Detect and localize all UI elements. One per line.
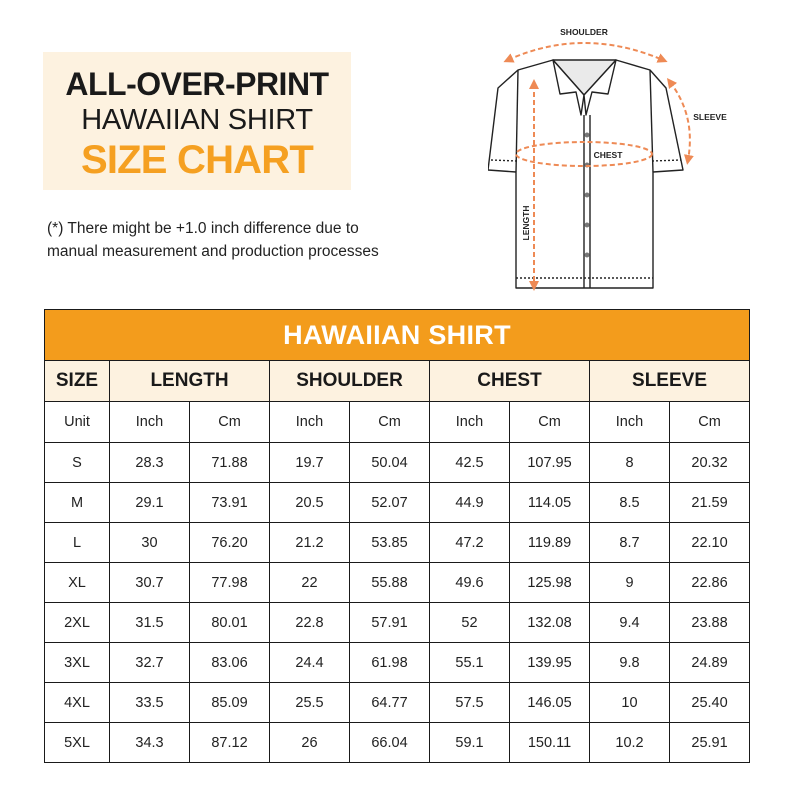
title-line-1: ALL-OVER-PRINT xyxy=(65,66,329,102)
value-cell: 57.91 xyxy=(350,603,430,643)
value-cell: 33.5 xyxy=(110,683,190,723)
value-cell: 8.7 xyxy=(590,523,670,563)
value-cell: 77.98 xyxy=(190,563,270,603)
table-row xyxy=(45,523,750,563)
unit-row xyxy=(45,402,750,443)
value-cell: 83.06 xyxy=(190,643,270,683)
value-cell: 21.2 xyxy=(270,523,350,563)
title-box xyxy=(43,52,351,190)
size-cell: S xyxy=(45,443,110,483)
value-cell: 20.32 xyxy=(670,443,750,483)
shoulder-header: SHOULDER xyxy=(270,361,430,402)
value-cell: 50.04 xyxy=(350,443,430,483)
table-row xyxy=(45,643,750,683)
shirt-diagram xyxy=(488,20,738,300)
value-cell: 34.3 xyxy=(110,723,190,763)
value-cell: 73.91 xyxy=(190,483,270,523)
value-cell: 22 xyxy=(270,563,350,603)
unit-cell: Inch xyxy=(590,402,670,443)
value-cell: 31.5 xyxy=(110,603,190,643)
length-label: LENGTH xyxy=(521,205,531,241)
value-cell: 53.85 xyxy=(350,523,430,563)
note-line-1: (*) There might be +1.0 inch difference due to xyxy=(47,220,359,237)
value-cell: 30 xyxy=(110,523,190,563)
value-cell: 139.95 xyxy=(510,643,590,683)
value-cell: 28.3 xyxy=(110,443,190,483)
table-row xyxy=(45,563,750,603)
value-cell: 55.1 xyxy=(430,643,510,683)
value-cell: 85.09 xyxy=(190,683,270,723)
value-cell: 24.4 xyxy=(270,643,350,683)
value-cell: 55.88 xyxy=(350,563,430,603)
value-cell: 21.59 xyxy=(670,483,750,523)
unit-cell: Cm xyxy=(510,402,590,443)
value-cell: 47.2 xyxy=(430,523,510,563)
unit-cell: Cm xyxy=(670,402,750,443)
value-cell: 22.10 xyxy=(670,523,750,563)
size-cell: 2XL xyxy=(45,603,110,643)
unit-cell: Cm xyxy=(190,402,270,443)
title-size-chart: SIZE CHART xyxy=(80,138,313,182)
size-cell: M xyxy=(45,483,110,523)
value-cell: 8 xyxy=(590,443,670,483)
unit-cell: Inch xyxy=(430,402,510,443)
note-line-2: manual measurement and production processes xyxy=(47,243,379,260)
value-cell: 61.98 xyxy=(350,643,430,683)
value-cell: 52.07 xyxy=(350,483,430,523)
value-cell: 42.5 xyxy=(430,443,510,483)
value-cell: 125.98 xyxy=(510,563,590,603)
value-cell: 20.5 xyxy=(270,483,350,523)
size-rows xyxy=(45,443,750,763)
value-cell: 150.11 xyxy=(510,723,590,763)
value-cell: 10.2 xyxy=(590,723,670,763)
value-cell: 10 xyxy=(590,683,670,723)
value-cell: 30.7 xyxy=(110,563,190,603)
value-cell: 8.5 xyxy=(590,483,670,523)
value-cell: 119.89 xyxy=(510,523,590,563)
unit-cell: Inch xyxy=(110,402,190,443)
value-cell: 32.7 xyxy=(110,643,190,683)
size-header: SIZE xyxy=(45,361,110,402)
unit-cell: Unit xyxy=(45,402,110,443)
size-cell: 3XL xyxy=(45,643,110,683)
value-cell: 22.8 xyxy=(270,603,350,643)
value-cell: 22.86 xyxy=(670,563,750,603)
value-cell: 23.88 xyxy=(670,603,750,643)
value-cell: 9.4 xyxy=(590,603,670,643)
table-row xyxy=(45,603,750,643)
shoulder-arrow xyxy=(508,43,663,60)
value-cell: 132.08 xyxy=(510,603,590,643)
value-cell: 9 xyxy=(590,563,670,603)
value-cell: 25.91 xyxy=(670,723,750,763)
value-cell: 59.1 xyxy=(430,723,510,763)
table-row xyxy=(45,443,750,483)
sleeve-header: SLEEVE xyxy=(590,361,750,402)
value-cell: 49.6 xyxy=(430,563,510,603)
unit-cell: Inch xyxy=(270,402,350,443)
value-cell: 29.1 xyxy=(110,483,190,523)
size-cell: L xyxy=(45,523,110,563)
value-cell: 64.77 xyxy=(350,683,430,723)
value-cell: 25.40 xyxy=(670,683,750,723)
size-cell: 5XL xyxy=(45,723,110,763)
value-cell: 76.20 xyxy=(190,523,270,563)
value-cell: 25.5 xyxy=(270,683,350,723)
value-cell: 71.88 xyxy=(190,443,270,483)
chest-header: CHEST xyxy=(430,361,590,402)
value-cell: 80.01 xyxy=(190,603,270,643)
measurement-note xyxy=(47,217,447,263)
value-cell: 57.5 xyxy=(430,683,510,723)
value-cell: 87.12 xyxy=(190,723,270,763)
value-cell: 146.05 xyxy=(510,683,590,723)
size-cell: XL xyxy=(45,563,110,603)
length-header: LENGTH xyxy=(110,361,270,402)
table-row xyxy=(45,683,750,723)
value-cell: 9.8 xyxy=(590,643,670,683)
value-cell: 26 xyxy=(270,723,350,763)
sleeve-label: SLEEVE xyxy=(693,112,727,122)
value-cell: 52 xyxy=(430,603,510,643)
table-title: HAWAIIAN SHIRT xyxy=(45,310,750,361)
value-cell: 114.05 xyxy=(510,483,590,523)
value-cell: 66.04 xyxy=(350,723,430,763)
table-row xyxy=(45,723,750,763)
value-cell: 44.9 xyxy=(430,483,510,523)
shoulder-label: SHOULDER xyxy=(560,27,608,37)
value-cell: 19.7 xyxy=(270,443,350,483)
value-cell: 24.89 xyxy=(670,643,750,683)
size-cell: 4XL xyxy=(45,683,110,723)
table-row xyxy=(45,483,750,523)
value-cell: 107.95 xyxy=(510,443,590,483)
chest-label: CHEST xyxy=(593,150,623,160)
size-chart-table xyxy=(44,309,750,763)
unit-cell: Cm xyxy=(350,402,430,443)
title-line-2: HAWAIIAN SHIRT xyxy=(81,104,313,136)
